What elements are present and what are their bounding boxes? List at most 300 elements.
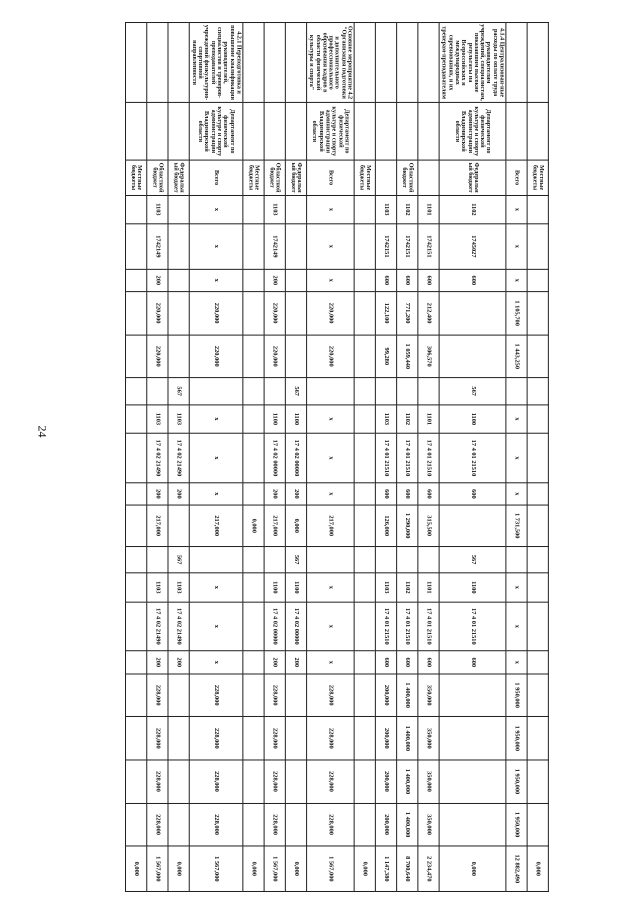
table-cell: 4.2.1 Переподготовка и повышение квалификации руководителей, специалистов и тренеров-преподавателей учреждений физкультурно-спортивной направленности (189, 23, 243, 103)
table-cell: 600 (375, 651, 396, 674)
table-cell: Департамент по физической культуре и спорту администрации Владимирской области (189, 103, 243, 161)
table-cell (243, 760, 264, 803)
table-cell: 0,000 (243, 505, 264, 546)
table-cell: 1103 (375, 405, 396, 434)
table-cell (527, 292, 548, 335)
table-row (527, 23, 548, 892)
table-cell: 200 (264, 269, 285, 292)
table-cell: 1 400,000 (397, 803, 418, 846)
table-cell: 200 (285, 483, 306, 506)
table-cell: 0,000 (243, 846, 264, 891)
table-cell (439, 335, 506, 378)
table-cell: 17 4 01 21510 (397, 602, 418, 651)
table-cell (243, 483, 264, 506)
table-cell (243, 717, 264, 760)
table-cell: х (307, 433, 355, 482)
table-cell: х (506, 195, 527, 224)
table-cell: х (307, 269, 355, 292)
table-cell (168, 103, 189, 161)
table-row (354, 23, 375, 892)
table-cell: 228,000 (264, 674, 285, 717)
table-cell: 200 (285, 651, 306, 674)
table-cell (285, 23, 306, 103)
table-cell: 17 4 01 21510 (439, 433, 506, 482)
table-cell (527, 433, 548, 482)
table-row (146, 23, 167, 892)
table-cell (285, 335, 306, 378)
table-cell (397, 103, 418, 161)
table-cell: 17 4 01 21510 (375, 602, 396, 651)
table-row (243, 23, 264, 892)
table-cell: 1100 (439, 405, 506, 434)
table-cell (264, 23, 285, 103)
table-cell (527, 269, 548, 292)
table-cell: 220,000 (307, 292, 355, 335)
table-cell (375, 103, 396, 161)
table-cell (125, 674, 146, 717)
table-cell (397, 546, 418, 573)
table-cell (354, 292, 375, 335)
table-cell: 1103 (146, 195, 167, 224)
table-cell (375, 546, 396, 573)
table-cell: х (506, 405, 527, 434)
table-cell: 600 (418, 651, 439, 674)
table-cell: 771,200 (397, 292, 418, 335)
table-cell: 567 (168, 546, 189, 573)
table-cell (527, 573, 548, 602)
table-cell (168, 23, 189, 103)
table-row (285, 23, 306, 892)
table-cell: 1745027 (439, 224, 506, 269)
table-cell: 306,570 (418, 335, 439, 378)
table-cell: 228,000 (189, 674, 243, 717)
table-cell (354, 195, 375, 224)
table-cell (243, 269, 264, 292)
table-cell: х (189, 224, 243, 269)
table-cell (264, 103, 285, 161)
table-cell (168, 224, 189, 269)
table-cell: 1 290,000 (397, 505, 418, 546)
table-cell: 1742151 (397, 224, 418, 269)
table-cell: 220,000 (264, 292, 285, 335)
table-cell: 1 147,380 (375, 846, 396, 891)
table-cell (354, 269, 375, 292)
table-cell (527, 717, 548, 760)
table-cell: 228,000 (264, 760, 285, 803)
table-cell: 1103 (375, 573, 396, 602)
table-cell: 1 443,250 (506, 335, 527, 378)
table-cell (354, 505, 375, 546)
table-row (264, 23, 285, 892)
table-cell: 1101 (418, 195, 439, 224)
table-cell: Федеральный бюджет (168, 160, 189, 195)
table-cell: х (189, 195, 243, 224)
table-cell: х (189, 269, 243, 292)
table-cell (125, 573, 146, 602)
table-cell: 1101 (418, 405, 439, 434)
table-cell (527, 546, 548, 573)
table-cell (418, 103, 439, 161)
table-cell: х (506, 433, 527, 482)
table-cell: 600 (397, 483, 418, 506)
table-cell (285, 717, 306, 760)
table-cell: 220,000 (146, 335, 167, 378)
table-cell: 220,000 (146, 292, 167, 335)
table-cell: 1 567,000 (189, 846, 243, 891)
table-cell: 228,000 (264, 717, 285, 760)
table-cell: 1102 (397, 195, 418, 224)
table-cell (307, 546, 355, 573)
table-cell: х (189, 433, 243, 482)
table-cell: 350,000 (418, 674, 439, 717)
table-cell: 228,000 (189, 803, 243, 846)
table-cell (243, 651, 264, 674)
table-cell (354, 483, 375, 506)
table-cell (146, 23, 167, 103)
table-cell: 200 (168, 651, 189, 674)
table-cell (397, 378, 418, 405)
table-cell (168, 292, 189, 335)
table-cell: 1742151 (418, 224, 439, 269)
table-cell: 1103 (146, 573, 167, 602)
table-cell (125, 546, 146, 573)
table-cell (527, 505, 548, 546)
table-cell: 17 4 02 21490 (146, 602, 167, 651)
table-cell (354, 224, 375, 269)
table-cell: 217,000 (146, 505, 167, 546)
table-cell: 600 (439, 651, 506, 674)
table-cell: 0,000 (439, 846, 506, 891)
table-cell (125, 602, 146, 651)
table-cell: 0,000 (168, 846, 189, 891)
table-cell (125, 335, 146, 378)
table-cell: 99,280 (375, 335, 396, 378)
table-cell: х (307, 651, 355, 674)
table-cell: 217,000 (307, 505, 355, 546)
table-cell (125, 378, 146, 405)
table-cell (243, 433, 264, 482)
table-cell (354, 674, 375, 717)
table-cell (527, 602, 548, 651)
table-cell: 1100 (264, 573, 285, 602)
table-cell: 1 400,000 (397, 717, 418, 760)
table-row (307, 23, 355, 892)
table-cell: 600 (375, 269, 396, 292)
table-cell (264, 546, 285, 573)
table-cell: 228,000 (307, 717, 355, 760)
table-cell: х (506, 483, 527, 506)
table-cell: 17 4 01 21510 (418, 433, 439, 482)
table-cell: 17 4 02 21490 (146, 433, 167, 482)
table-cell: 12 882,490 (506, 846, 527, 891)
table-cell: 217,000 (264, 505, 285, 546)
table-cell (189, 546, 243, 573)
table-cell: 350,000 (418, 803, 439, 846)
table-cell (354, 335, 375, 378)
table-cell: 17 4 02 21490 (168, 433, 189, 482)
table-cell: 600 (439, 269, 506, 292)
table-cell: 1 950,000 (506, 717, 527, 760)
table-cell: 1102 (439, 195, 506, 224)
table-cell: 2 234,470 (418, 846, 439, 891)
table-cell (354, 405, 375, 434)
table-cell: х (189, 405, 243, 434)
table-cell: Департамент по физической культуре и спорту администрации Владимирской области (307, 103, 355, 161)
table-cell (527, 651, 548, 674)
table-cell: Областной бюджет (146, 160, 167, 195)
table-cell (307, 378, 355, 405)
table-cell: 600 (397, 651, 418, 674)
table-cell: 1 950,000 (506, 803, 527, 846)
table-cell (527, 803, 548, 846)
table-cell (125, 803, 146, 846)
table-cell: 126,000 (375, 505, 396, 546)
table-cell: 200,000 (375, 760, 396, 803)
table-cell (168, 505, 189, 546)
table-cell: 220,000 (189, 335, 243, 378)
table-cell (375, 378, 396, 405)
table-cell: 350,000 (418, 760, 439, 803)
table-cell (354, 803, 375, 846)
table-row (125, 23, 146, 892)
table-cell: 1103 (146, 405, 167, 434)
table-cell (527, 483, 548, 506)
table-cell: Департамент по физической культуре и спорту администрации Владимирской области (439, 103, 506, 161)
table-cell (168, 717, 189, 760)
table-cell (285, 224, 306, 269)
table-cell: х (307, 483, 355, 506)
table-cell (354, 23, 375, 103)
table-cell: 350,000 (418, 717, 439, 760)
table-cell: 1100 (285, 405, 306, 434)
table-cell: 200,000 (375, 674, 396, 717)
table-cell (168, 803, 189, 846)
table-cell (354, 546, 375, 573)
table-cell: Местные бюджеты (354, 160, 375, 195)
table-cell (243, 546, 264, 573)
table-cell (125, 23, 146, 103)
table-cell: х (189, 602, 243, 651)
table-cell: х (506, 224, 527, 269)
table-cell: 212,400 (418, 292, 439, 335)
table-cell: х (506, 573, 527, 602)
table-cell (243, 23, 264, 103)
table-cell: 1103 (168, 573, 189, 602)
table-cell: х (307, 405, 355, 434)
table-cell: Местные бюджеты (125, 160, 146, 195)
table-cell (125, 483, 146, 506)
table-cell (527, 378, 548, 405)
table-cell (243, 195, 264, 224)
table-cell (439, 760, 506, 803)
table-cell: 228,000 (264, 803, 285, 846)
table-cell: 17 4 01 21510 (439, 602, 506, 651)
table-cell: 1 950,000 (506, 674, 527, 717)
table-cell (354, 717, 375, 760)
table-cell (354, 651, 375, 674)
table-cell: 1100 (285, 573, 306, 602)
table-cell (354, 103, 375, 161)
table-cell: х (189, 651, 243, 674)
table-cell: 600 (397, 269, 418, 292)
table-cell: 17 4 02 00000 (285, 433, 306, 482)
table-cell: 1 059,440 (397, 335, 418, 378)
table-cell (285, 103, 306, 161)
table-cell (354, 602, 375, 651)
table-cell: 567 (168, 378, 189, 405)
table-cell: х (307, 602, 355, 651)
table-cell (439, 292, 506, 335)
table-cell: 1 400,000 (397, 760, 418, 803)
table-cell (418, 160, 439, 195)
table-cell (125, 651, 146, 674)
table-cell: х (189, 573, 243, 602)
table-cell: 17 4 01 21510 (418, 602, 439, 651)
table-cell (506, 103, 527, 161)
table-cell: 220,000 (264, 335, 285, 378)
table-cell: 200 (264, 651, 285, 674)
table-cell: 4.1.4 Централизован-ные расходы по оплате труда руководителям учреждений, специалистам, показавшим высокие результаты на Всероссийских и международных соревнованиях, и их тренерам-преподавателям (440, 24, 505, 101)
table-cell (354, 573, 375, 602)
table-row (375, 23, 396, 892)
table-cell (397, 23, 418, 103)
table-cell: Всего (189, 160, 243, 195)
table-cell: 17 4 02 00000 (264, 433, 285, 482)
table-cell: 0,000 (354, 846, 375, 891)
table-cell (146, 546, 167, 573)
table-cell (168, 674, 189, 717)
table-cell: 17 4 02 00000 (264, 602, 285, 651)
table-cell: Областной бюджет (264, 160, 285, 195)
table-cell: 1 400,000 (397, 674, 418, 717)
table-row (168, 23, 189, 892)
table-cell (243, 405, 264, 434)
table-cell (243, 224, 264, 269)
table-cell: 1 950,000 (506, 760, 527, 803)
table-cell: 600 (439, 483, 506, 506)
table-cell: 600 (418, 483, 439, 506)
table-cell (375, 23, 396, 103)
table-cell (243, 335, 264, 378)
table-cell (243, 803, 264, 846)
table-cell: х (307, 195, 355, 224)
table-row (439, 23, 506, 892)
table-cell: 17 4 01 21510 (375, 433, 396, 482)
table-cell (243, 602, 264, 651)
table-cell: 200,000 (375, 803, 396, 846)
table-cell (285, 674, 306, 717)
table-cell (243, 573, 264, 602)
table-cell (125, 292, 146, 335)
table-cell (439, 674, 506, 717)
table-cell (354, 378, 375, 405)
table-cell: 567 (439, 378, 506, 405)
table-cell (146, 103, 167, 161)
table-cell: 220,000 (189, 292, 243, 335)
table-cell: 228,000 (189, 717, 243, 760)
table-cell (125, 433, 146, 482)
table-cell (168, 335, 189, 378)
table-row (397, 23, 418, 892)
table-cell: х (307, 573, 355, 602)
table-cell: 0,000 (285, 846, 306, 891)
table-cell: 200 (146, 483, 167, 506)
table-cell: 122,100 (375, 292, 396, 335)
table-cell: Местные бюджеты (527, 160, 548, 195)
table-cell (506, 23, 527, 103)
table-cell (506, 378, 527, 405)
table-cell: 1742149 (264, 224, 285, 269)
table-cell: 1100 (264, 405, 285, 434)
table-cell: 0,000 (285, 505, 306, 546)
table-cell: Федеральный бюджет (439, 160, 506, 195)
table-cell: 217,000 (189, 505, 243, 546)
table-cell: 17 4 02 21490 (168, 602, 189, 651)
table-cell (418, 546, 439, 573)
table-cell: 228,000 (307, 760, 355, 803)
table-cell: 228,000 (146, 717, 167, 760)
table-cell (243, 674, 264, 717)
table-cell: Местные бюджеты (243, 160, 264, 195)
table-cell (168, 760, 189, 803)
table-cell: Областной бюджет (397, 160, 418, 195)
table-cell: 1 567,000 (307, 846, 355, 891)
table-cell (125, 195, 146, 224)
table-cell (527, 195, 548, 224)
table-cell: 1 731,500 (506, 505, 527, 546)
table-cell (354, 760, 375, 803)
table-cell (527, 405, 548, 434)
table-cell: х (506, 651, 527, 674)
table-cell: 600 (418, 269, 439, 292)
table-cell (418, 23, 439, 103)
table-cell: Федеральный бюджет (285, 160, 306, 195)
table-cell (243, 292, 264, 335)
table-row (506, 23, 527, 892)
table-cell: 200 (264, 483, 285, 506)
table-cell (189, 378, 243, 405)
table-cell (527, 23, 548, 103)
table-row (189, 23, 243, 892)
table-cell (168, 269, 189, 292)
table-cell: Основное мероприятие 4.2 "Организация подготовки и дополнительного профессионального образования кадров в области физической культуры и спорта" (307, 23, 355, 103)
table-cell (285, 760, 306, 803)
table-cell: 228,000 (189, 760, 243, 803)
table-cell: 228,000 (307, 674, 355, 717)
table-cell (354, 433, 375, 482)
table-cell: х (189, 483, 243, 506)
table-cell: 228,000 (146, 760, 167, 803)
table-cell: Всего (506, 160, 527, 195)
table-cell (439, 717, 506, 760)
table-row (418, 23, 439, 892)
table-cell: х (506, 269, 527, 292)
table-cell: 1102 (397, 573, 418, 602)
table-cell (439, 803, 506, 846)
table-cell (418, 378, 439, 405)
table-cell: 17 4 01 21510 (397, 433, 418, 482)
table-cell (168, 195, 189, 224)
table-cell: 200 (146, 269, 167, 292)
table-cell: 0,000 (125, 846, 146, 891)
table-cell: 0,000 (527, 846, 548, 891)
table-cell: 228,000 (146, 674, 167, 717)
table-cell: 315,500 (418, 505, 439, 546)
table-cell: 1100 (439, 573, 506, 602)
table-cell (125, 717, 146, 760)
table-cell (125, 760, 146, 803)
table-cell: х (307, 224, 355, 269)
